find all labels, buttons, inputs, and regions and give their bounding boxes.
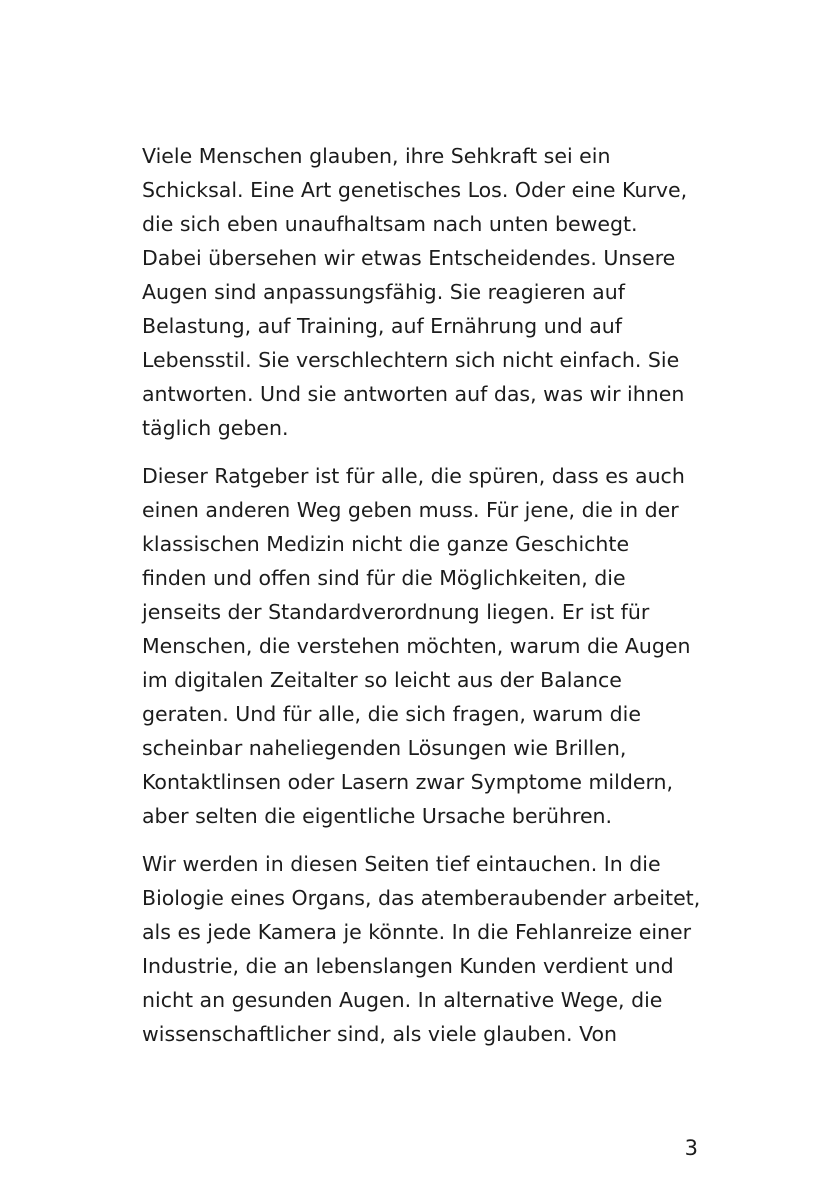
paragraph-3 (142, 847, 722, 1051)
text-line: Menschen, die verstehen möchten, warum die Augen (142, 634, 691, 658)
text-line: aber selten die eigentliche Ursache berühren. (142, 804, 613, 828)
text-line: Dieser Ratgeber ist für alle, die spüren, dass es auch (142, 464, 685, 488)
text-line: im digitalen Zeitalter so leicht aus der Balance (142, 668, 622, 692)
page-number: 3 (684, 1136, 698, 1160)
text-line: Wir werden in diesen Seiten tief eintauchen. In die (142, 852, 661, 876)
text-line: Kontaktlinsen oder Lasern zwar Symptome mildern, (142, 770, 674, 794)
text-line: einen anderen Weg geben muss. Für jene, die in der (142, 498, 679, 522)
text-line: als es jede Kamera je könnte. In die Fehlanreize einer (142, 920, 692, 944)
text-line: finden und offen sind für die Möglichkeiten, die (142, 566, 626, 590)
text-line: die sich eben unaufhaltsam nach unten bewegt. (142, 212, 638, 236)
text-line: scheinbar naheliegenden Lösungen wie Brillen, (142, 736, 627, 760)
text-line: klassischen Medizin nicht die ganze Geschichte (142, 532, 630, 556)
paragraph-2 (142, 459, 722, 833)
text-line: Dabei übersehen wir etwas Entscheidendes. Unsere (142, 246, 676, 270)
text-line: wissenschaftlicher sind, als viele glauben. Von (142, 1022, 618, 1046)
text-line: täglich geben. (142, 416, 289, 440)
text-line: Viele Menschen glauben, ihre Sehkraft sei ein (142, 144, 611, 168)
body-text (142, 139, 722, 1065)
text-line: Biologie eines Organs, das atemberaubender arbeitet, (142, 886, 701, 910)
text-line: antworten. Und sie antworten auf das, was wir ihnen (142, 382, 685, 406)
text-line: geraten. Und für alle, die sich fragen, warum die (142, 702, 641, 726)
text-line: Lebensstil. Sie verschlechtern sich nicht einfach. Sie (142, 348, 680, 372)
text-line: Schicksal. Eine Art genetisches Los. Oder eine Kurve, (142, 178, 688, 202)
text-line: Belastung, auf Training, auf Ernährung und auf (142, 314, 622, 338)
text-line: nicht an gesunden Augen. In alternative Wege, die (142, 988, 663, 1012)
text-line: Industrie, die an lebenslangen Kunden verdient und (142, 954, 674, 978)
paragraph-1 (142, 139, 722, 445)
text-line: jenseits der Standardverordnung liegen. Er ist für (142, 600, 650, 624)
text-line: Augen sind anpassungsfähig. Sie reagieren auf (142, 280, 625, 304)
